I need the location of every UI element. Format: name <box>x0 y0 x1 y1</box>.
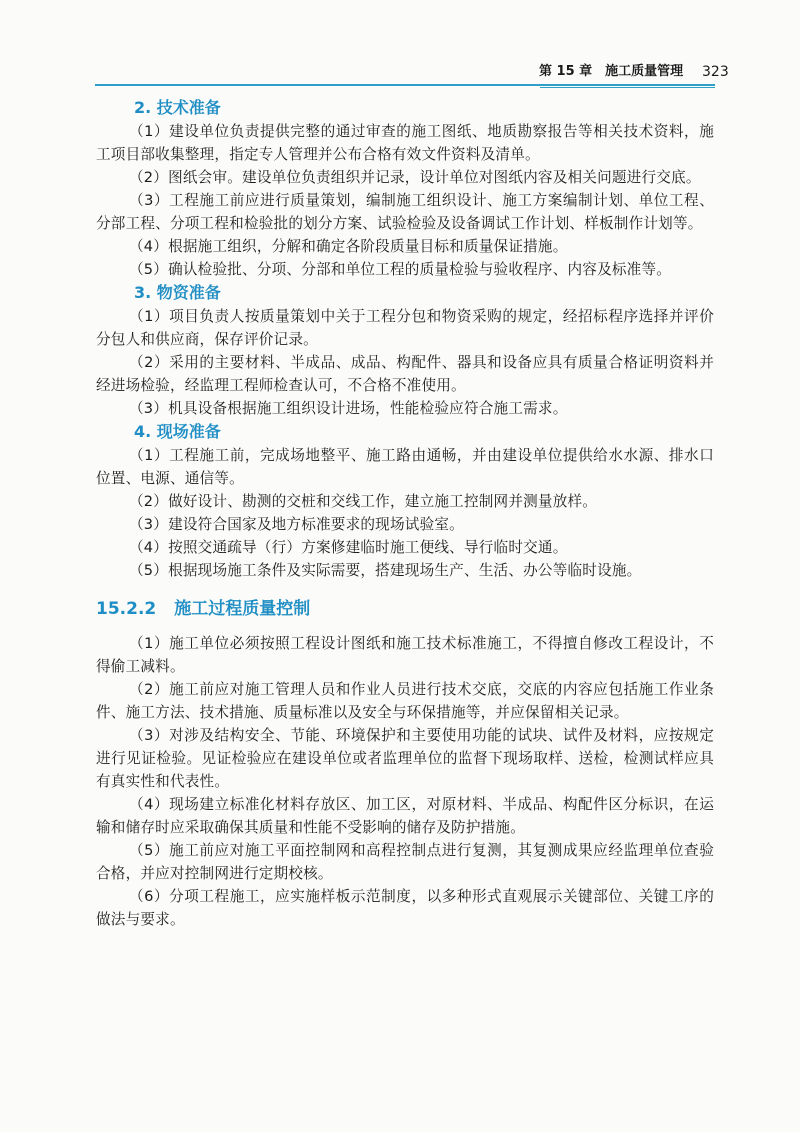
header-rule <box>95 84 715 86</box>
header-rule-accent <box>540 87 715 88</box>
paragraph: （2）做好设计、勘测的交桩和交线工作，建立施工控制网并测量放样。 <box>129 493 598 510</box>
paragraph: （3）建设符合国家及地方标准要求的现场试验室。 <box>129 516 464 533</box>
paragraph: （3）机具设备根据施工组织设计进场，性能检验应符合施工需求。 <box>129 400 568 417</box>
paragraph: （2）图纸会审。建设单位负责组织并记录，设计单位对图纸内容及相关问题进行交底。 <box>129 169 701 186</box>
paragraph: （6）分项工程施工，应实施样板示范制度，以多种形式直观展示关键部位、关键工序的做法与要求。 <box>96 888 714 928</box>
paragraph: （4）根据施工组织，分解和确定各阶段质量目标和质量保证措施。 <box>129 238 568 255</box>
paragraph: （4）现场建立标准化材料存放区、加工区，对原材料、半成品、构配件区分标识，在运输和储存时应采取确保其质量和性能不受影响的储存及防护措施。 <box>96 796 714 836</box>
subsection-technical-preparation <box>96 96 714 281</box>
section-heading <box>96 596 714 622</box>
subsection-heading: 3. 物资准备 <box>134 283 221 302</box>
subsection-heading: 4. 现场准备 <box>134 422 221 441</box>
paragraph: （1）建设单位负责提供完整的通过审查的施工图纸、地质勘察报告等相关技术资料，施工项目部收集整理，指定专人管理并公布合格有效文件资料及清单。 <box>96 123 714 163</box>
paragraph: （1）项目负责人按质量策划中关于工程分包和物资采购的规定，经招标程序选择并评价分包人和供应商，保存评价记录。 <box>96 308 714 348</box>
running-header <box>0 62 800 84</box>
subsection-site-preparation <box>96 420 714 582</box>
paragraph: （4）按照交通疏导（行）方案修建临时施工便线、导行临时交通。 <box>129 539 568 556</box>
paragraph: （2）施工前应对施工管理人员和作业人员进行技术交底，交底的内容应包括施工作业条件、施工方法、技术措施、质量标准以及安全与环保措施等，并应保留相关记录。 <box>96 681 714 721</box>
subsection-material-preparation <box>96 281 714 420</box>
page-number: 323 <box>702 64 729 80</box>
section-process-quality-control <box>96 632 714 931</box>
paragraph: （5）根据现场施工条件及实际需要，搭建现场生产、生活、办公等临时设施。 <box>129 562 642 579</box>
paragraph: （5）确认检验批、分项、分部和单位工程的质量检验与验收程序、内容及标准等。 <box>129 261 672 278</box>
paragraph: （3）对涉及结构安全、节能、环境保护和主要使用功能的试块、试件及材料，应按规定进行见证检验。见证检验应在建设单位或者监理单位的监督下现场取样、送检，检测试样应具有真实性和代表性。 <box>96 727 714 790</box>
section-title: 施工过程质量控制 <box>174 599 311 619</box>
paragraph: （1）施工单位必须按照工程设计图纸和施工技术标准施工，不得擅自修改工程设计，不得偷工减料。 <box>96 635 714 675</box>
paragraph: （2）采用的主要材料、半成品、成品、构配件、器具和设备应具有质量合格证明资料并经进场检验，经监理工程师检查认可，不合格不准使用。 <box>96 354 714 394</box>
chapter-title: 第 15 章 施工质量管理 <box>539 64 684 79</box>
paragraph: （5）施工前应对施工平面控制网和高程控制点进行复测，其复测成果应经监理单位查验合格，并应对控制网进行定期校核。 <box>96 842 714 882</box>
section-number: 15.2.2 <box>96 599 157 619</box>
page-body <box>96 96 714 931</box>
subsection-heading: 2. 技术准备 <box>134 98 221 117</box>
paragraph: （3）工程施工前应进行质量策划，编制施工组织设计、施工方案编制计划、单位工程、分部工程、分项工程和检验批的划分方案、试验检验及设备调试工作计划、样板制作计划等。 <box>96 192 714 232</box>
paragraph: （1）工程施工前，完成场地整平、施工路由通畅，并由建设单位提供给水水源、排水口位置、电源、通信等。 <box>96 447 714 487</box>
